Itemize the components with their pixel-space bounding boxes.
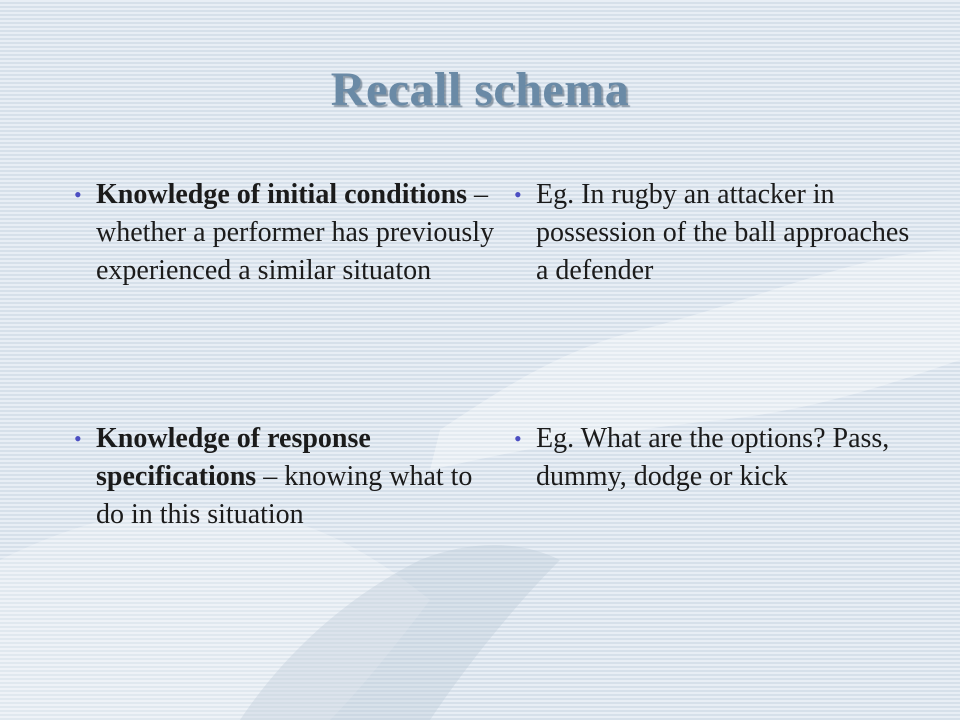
bullet-rugby-example (514, 176, 916, 290)
bullet-options-example (514, 420, 926, 496)
bullet-dot-icon: • (74, 182, 82, 207)
bullet-term: Knowledge of initial conditions (96, 179, 468, 210)
bullet-text: Eg. What are the options? Pass, dummy, dodge or kick (536, 423, 890, 492)
bullet-text: Eg. In rugby an attacker in possession of the ball approaches a defender (536, 179, 910, 286)
bullet-term: Knowledge of response specifications (96, 423, 371, 492)
bullet-initial-conditions (74, 176, 496, 290)
bullet-description: – knowing what to do in this situation (96, 461, 473, 530)
bullet-dot-icon: • (514, 182, 522, 207)
bullet-dot-icon: • (74, 426, 82, 451)
slide-title: Recall schema (330, 63, 630, 116)
bullet-description: – whether a performer has previously experienced a similar situaton (96, 179, 495, 286)
bullet-dot-icon: • (514, 426, 522, 451)
bullet-response-specifications (74, 420, 496, 534)
